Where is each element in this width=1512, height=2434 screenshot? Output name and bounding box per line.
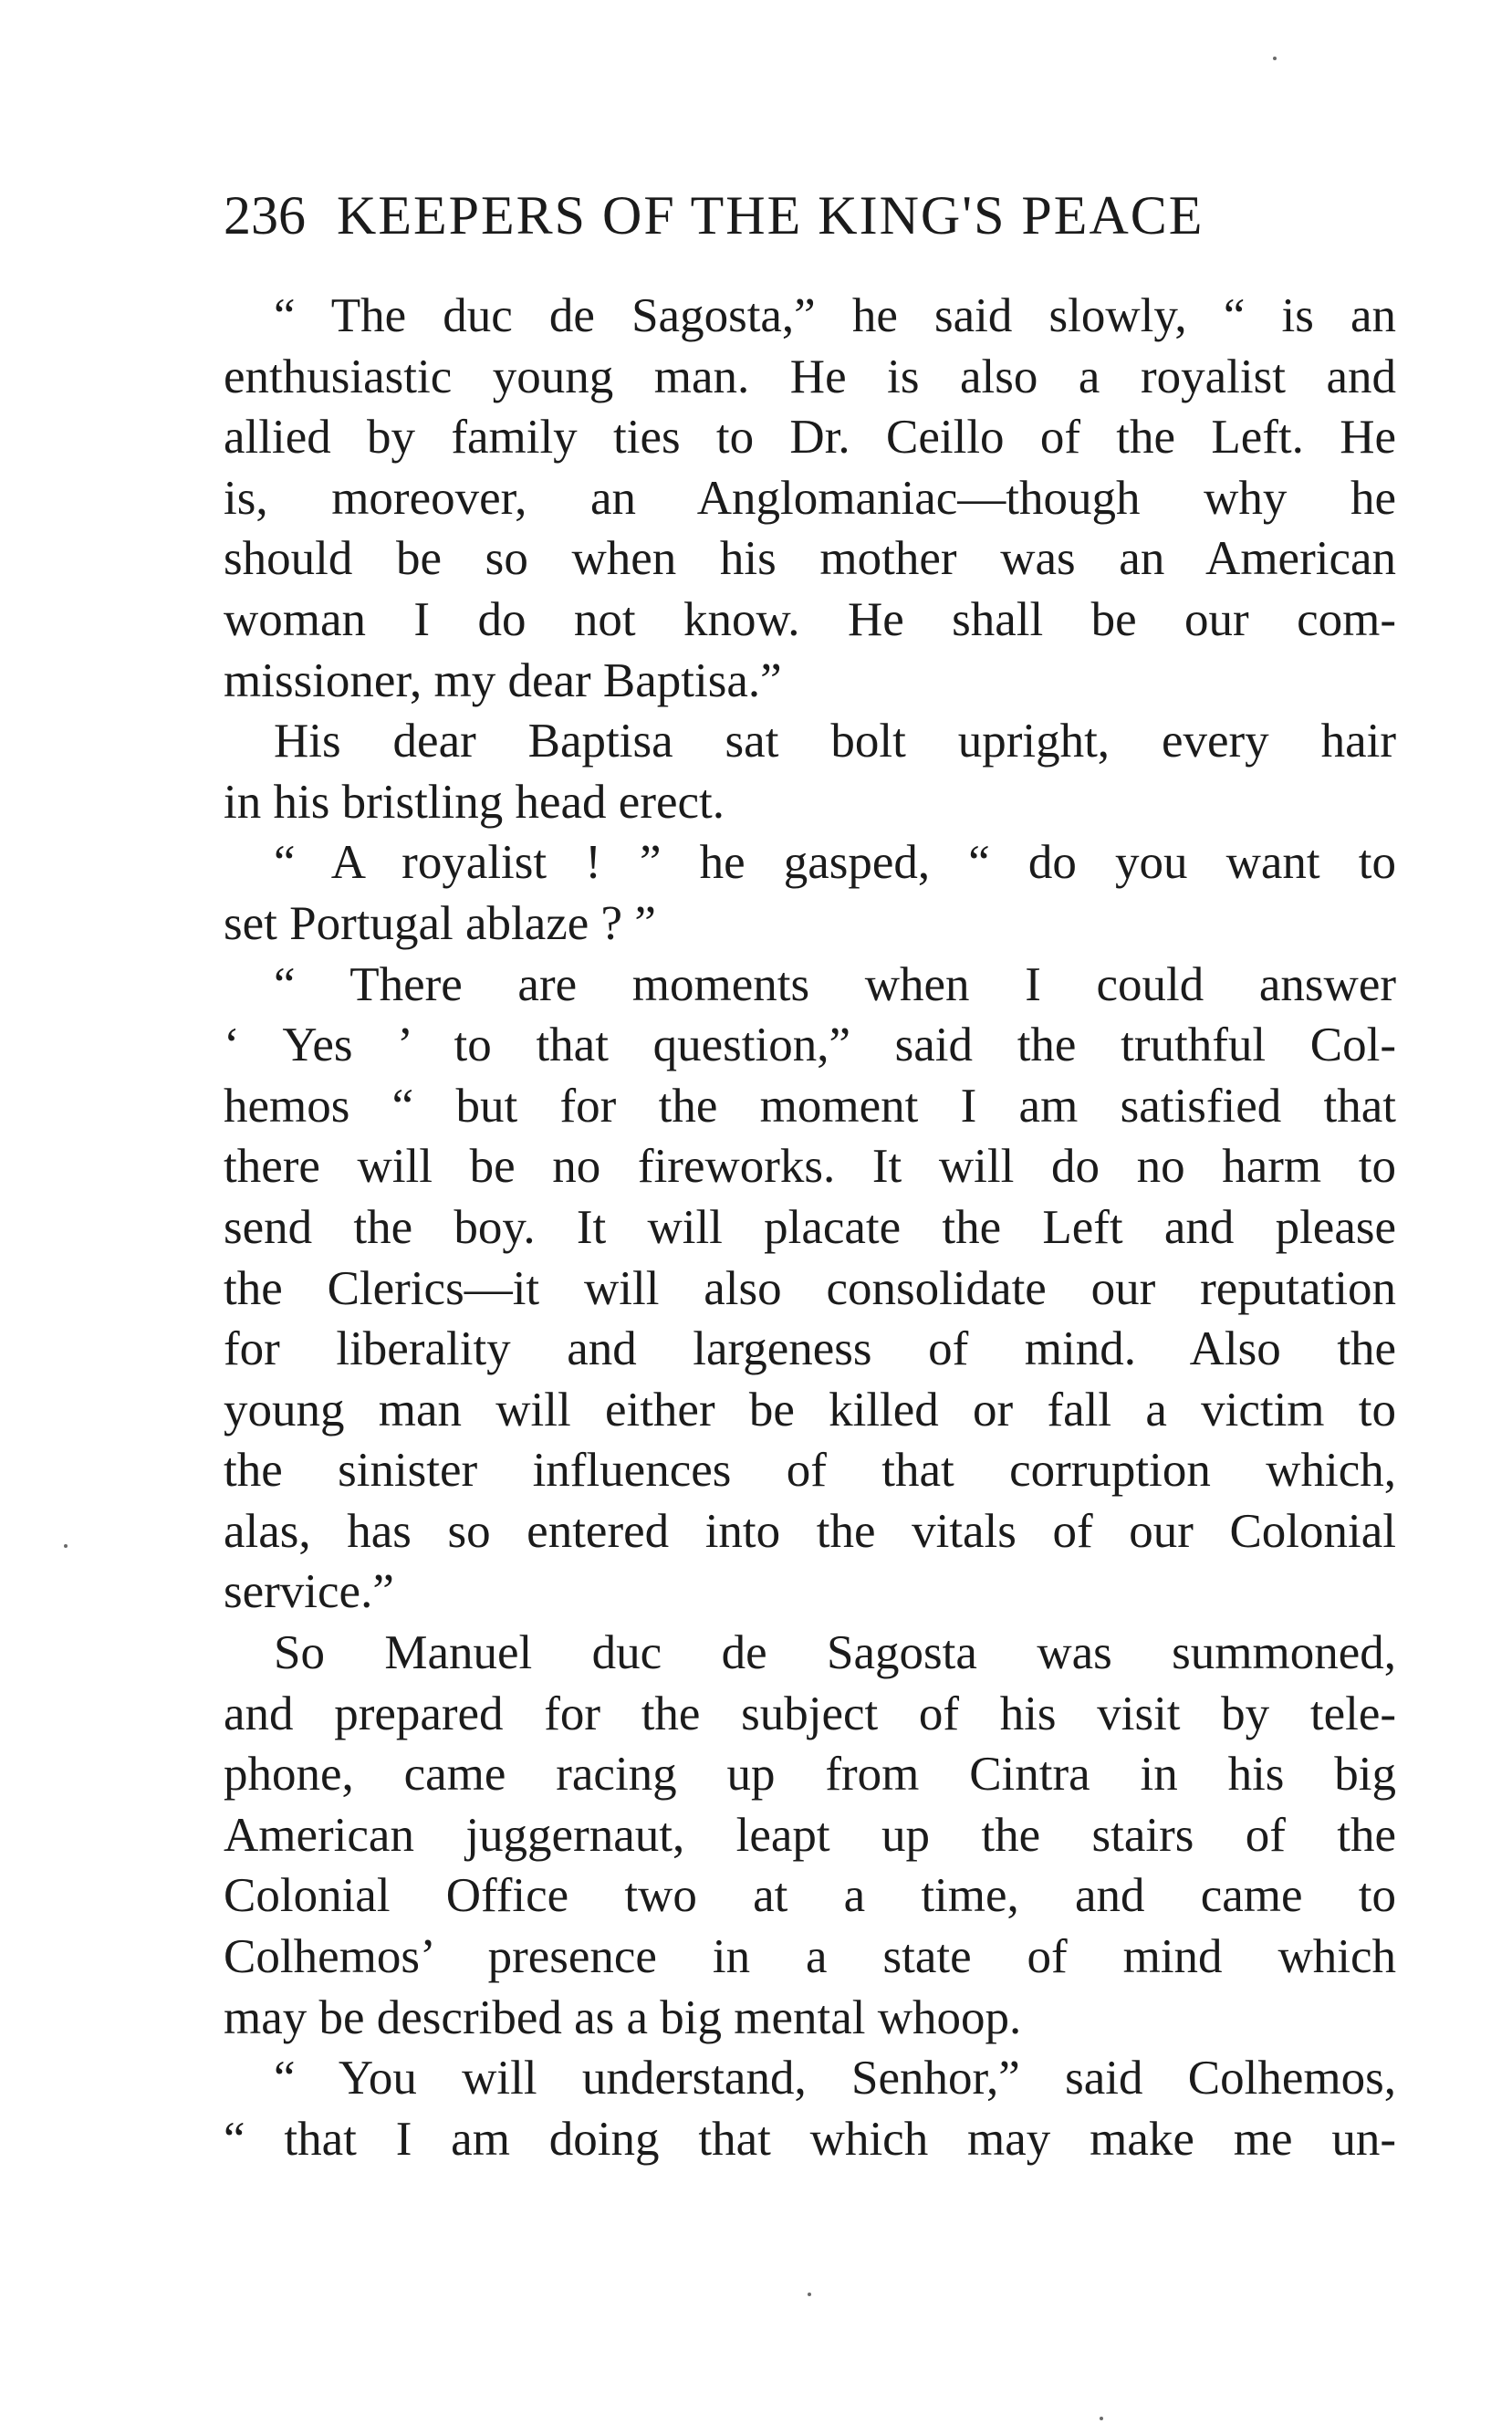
text-line: may be described as a big mental whoop. [224,1990,1022,2044]
text-line: missioner, my dear Baptisa.” [224,653,782,707]
text-line: in his bristling head erect. [224,775,725,829]
text-line: His dear Baptisa sat bolt upright, every hair [274,715,1396,768]
running-title: KEEPERS OF THE KING'S PEACE [337,185,1204,245]
body-text [224,286,1396,2248]
text-line: service.” [224,1565,394,1619]
text-line: “ You will understand, Senhor,” said Colhemos, [274,2052,1396,2105]
text-line: American juggernaut, leapt up the stairs of the [224,1808,1396,1862]
text-line: phone, came racing up from Cintra in his big [224,1748,1396,1802]
text-line: “ that I am doing that which may make me un- [224,2112,1396,2166]
text-line: for liberality and largeness of mind. Also the [224,1322,1396,1376]
text-line: is, moreover, an Anglomaniac—though why he [224,471,1396,525]
text-line: Colhemos’ presence in a state of mind which [224,1930,1396,1984]
text-line: “ There are moments when I could answer [274,957,1396,1011]
text-line: the Clerics—it will also consolidate our reputation [224,1261,1396,1315]
text-line: alas, has so entered into the vitals of our Colonial [224,1504,1396,1558]
text-line: set Portugal ablaze ? ” [224,896,656,950]
text-line: enthusiastic young man. He is also a royalist and [224,350,1396,403]
text-line: there will be no fireworks. It will do no harm to [224,1140,1396,1194]
text-line: allied by family ties to Dr. Ceillo of the Left. He [224,411,1396,465]
print-speck [64,1544,68,1548]
running-header [224,179,1355,252]
text-line: young man will either be killed or fall a victim to [224,1383,1396,1436]
text-line: Colonial Office two at a time, and came to [224,1869,1396,1923]
print-speck [808,2293,811,2296]
text-line: So Manuel duc de Sagosta was summoned, [274,1626,1396,1680]
text-line: “ The duc de Sagosta,” he said slowly, “ is an [274,289,1396,342]
text-line: “ A royalist ! ” he gasped, “ do you want to [274,836,1396,890]
text-line: should be so when his mother was an American [224,532,1396,586]
text-line: send the boy. It will placate the Left and please [224,1200,1396,1254]
page-number: 236 [224,185,306,245]
text-line: and prepared for the subject of his visit by tele- [224,1687,1396,1740]
text-line: the sinister influences of that corruption which, [224,1444,1396,1498]
text-line: woman I do not know. He shall be our com- [224,592,1396,646]
text-line: ‘ Yes ’ to that question,” said the truthful Col- [224,1019,1396,1072]
print-speck [1273,57,1277,60]
print-speck [1100,2417,1103,2420]
text-line: hemos “ but for the moment I am satisfied that [224,1079,1396,1133]
